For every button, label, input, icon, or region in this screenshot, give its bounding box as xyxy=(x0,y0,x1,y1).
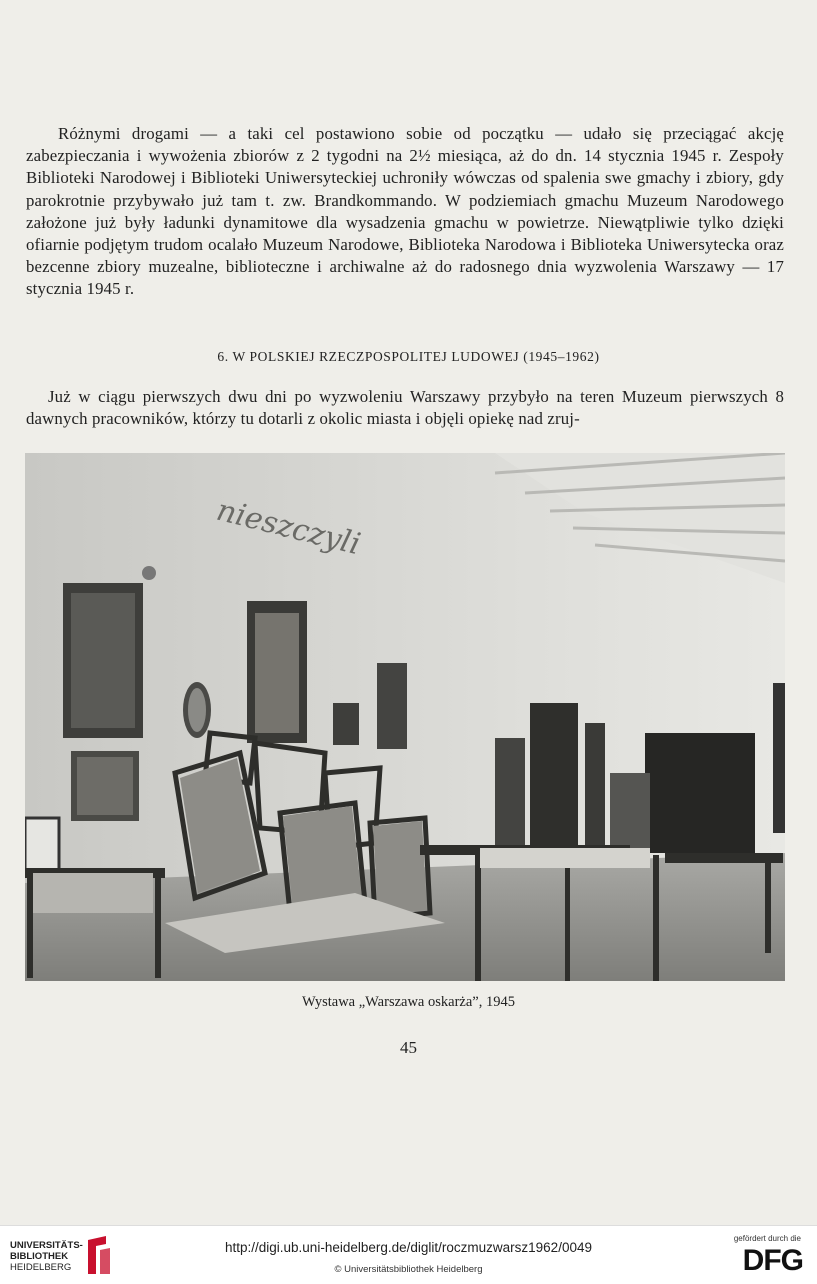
page-number: 45 xyxy=(400,1038,417,1057)
section-heading: 6. W POLSKIEJ RZECZPOSPOLITEJ LUDOWEJ (1945–1962) xyxy=(217,349,600,364)
library-line-2: BIBLIOTHEK xyxy=(10,1251,69,1262)
paragraph-2: Już w ciągu pierwszych dwu dni po wyzwoleniu Warszawy przybyło na teren Muzeum pierwszych 8 dawnych pracowników, którzy tu dotarli z okolic miasta i objęli opiekę nad zruj- xyxy=(26,387,784,429)
paragraph-1 xyxy=(26,123,784,301)
library-line-1: UNIVERSITÄTS- xyxy=(10,1240,83,1251)
dfg-logo: DFG xyxy=(742,1244,803,1277)
funding-note: gefördert durch die xyxy=(733,1234,801,1243)
photo-inscription: nieszczyli xyxy=(213,492,364,563)
exhibition-photo xyxy=(25,453,785,981)
source-url-link[interactable]: http://digi.ub.uni-heidelberg.de/diglit/roczmuzwarsz1962/0049 xyxy=(225,1240,592,1255)
fraction: 2½ xyxy=(409,146,431,166)
library-line-3: HEIDELBERG xyxy=(10,1262,72,1273)
digitization-footer xyxy=(0,1225,817,1284)
photo-caption: Wystawa „Warszawa oskarża”, 1945 xyxy=(302,994,515,1010)
photo-illustration xyxy=(25,453,785,981)
copyright-notice: © Universitätsbibliothek Heidelberg xyxy=(334,1264,483,1275)
paragraph-1-text-a: Różnymi drogami — a taki cel postawiono sobie od początku — udało się przeciągać akcję zabezpieczania i wywożenia zbiorów z 2 tygodni na xyxy=(26,124,784,166)
paragraph-1-text-b: miesiąca, aż do dn. 14 stycznia 1945 r. Zespoły Biblioteki Narodowej i Biblioteki Uniwersyteckiej uchroniły wówczas od spalenia swe gmachy i zbiory, gdy parokrotnie przybywało już tam t. zw. Brandkommando. W podziemiach gmachu Muzeum Narodowego założone już były ładunki dynamitowe dla wysadzenia gmachu w powietrze. Niewątpliwie tylko dzięki ofiarnie podjętym trudom ocalało Muzeum Narodowe, Biblioteka Narodowa i Biblioteka Uniwersytecka oraz bezcenne zbiory muzealne, biblioteczne i archiwalne aż do radosnego dnia wyzwolenia Warszawy — 17 stycznia 1945 r. xyxy=(26,146,784,299)
